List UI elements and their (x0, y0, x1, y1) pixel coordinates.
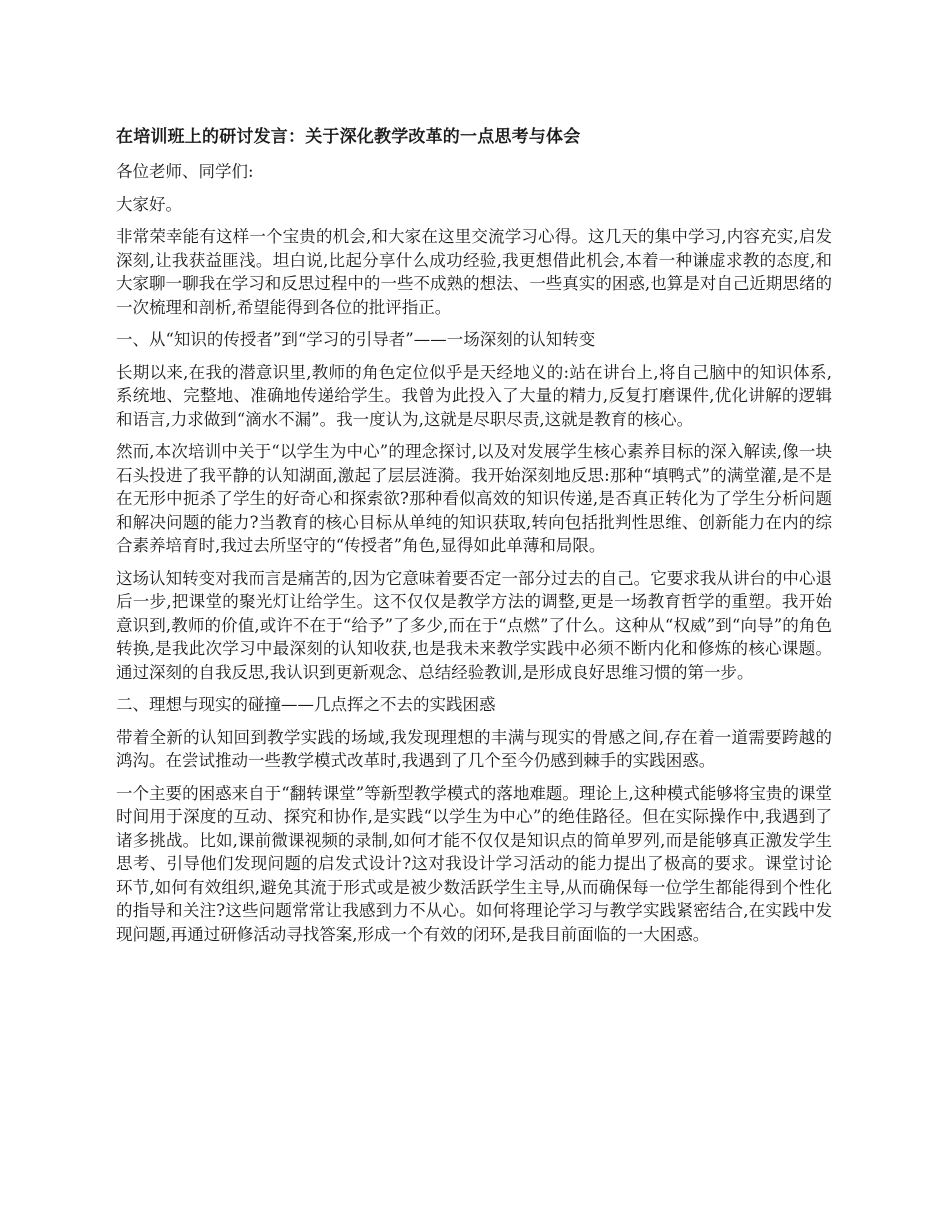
section-1-heading: 一、从“知识的传授者”到“学习的引导者”——一场深刻的认知转变 (116, 330, 596, 349)
section-1-paragraph-2: 然而,本次培训中关于“以学生为中心”的理念探讨,以及对发展学生核心素养目标的深入解读,像一块石头投进了我平静的认知湖面,激起了层层涟漪。我开始深刻地反思:那种“填鸭式”的满堂灌,是不是在无形中扼杀了学生的好奇心和探索欲?那种看似高效的知识传递,是否真正转化为了学生分析问题和解决问题的能力?当教育的核心目标从单纯的知识获取,转向包括批判性思维、创新能力在内的综合素养培育时,我过去所坚守的“传授者”角色,显得如此单薄和局限。 (116, 442, 832, 555)
section-2-paragraph-2: 一个主要的困惑来自于“翻转课堂”等新型教学模式的落地难题。理论上,这种模式能够将宝贵的课堂时间用于深度的互动、探究和协作,是实践“以学生为中心”的绝佳路径。但在实际操作中,我遇到了诸多挑战。比如,课前微课视频的录制,如何才能不仅仅是知识点的简单罗列,而是能够真正激发学生思考、引导他们发现问题的启发式设计?这对我设计学习活动的能力提出了极高的要求。课堂讨论环节,如何有效组织,避免其流于形式或是被少数活跃学生主导,从而确保每一位学生都能得到个性化的指导和关注?这些问题常常让我感到力不从心。如何将理论学习与教学实践紧密结合,在实践中发现问题,再通过研修活动寻找答案,形成一个有效的闭环,是我目前面临的一大困惑。 (116, 783, 832, 944)
section-2-heading: 二、理想与现实的碰撞——几点挥之不去的实践困惑 (116, 695, 496, 714)
document-page (116, 124, 832, 955)
section-1-paragraph-1: 长期以来,在我的潜意识里,教师的角色定位似乎是天经地义的:站在讲台上,将自己脑中的知识体系,系统地、完整地、准确地传递给学生。我曾为此投入了大量的精力,反复打磨课件,优化讲解的逻辑和语言,力求做到“滴水不漏”。我一度认为,这就是尽职尽责,这就是教育的核心。 (116, 362, 832, 429)
document-title: 在培训班上的研讨发言：关于深化教学改革的一点思考与体会 (116, 127, 581, 147)
intro-paragraph: 非常荣幸能有这样一个宝贵的机会,和大家在这里交流学习心得。这几天的集中学习,内容充实,启发深刻,让我获益匪浅。坦白说,比起分享什么成功经验,我更想借此机会,本着一种谦虚求教的态度,和大家聊一聊我在学习和反思过程中的一些不成熟的想法、一些真实的困惑,也算是对自己近期思绪的一次梳理和剖析,希望能得到各位的批评指正。 (116, 227, 832, 317)
greeting: 大家好。 (116, 194, 182, 214)
section-1-paragraph-3: 这场认知转变对我而言是痛苦的,因为它意味着要否定一部分过去的自己。它要求我从讲台的中心退后一步,把课堂的聚光灯让给学生。这不仅仅是教学方法的调整,更是一场教育哲学的重塑。我开始意识到,教师的价值,或许不在于“给予”了多少,而在于“点燃”了什么。这种从“权威”到“向导”的角色转换,是我此次学习中最深刻的认知收获,也是我未来教学实践中必须不断内化和修炼的核心课题。通过深刻的自我反思,我认识到更新观念、总结经验教训,是形成良好思维习惯的第一步。 (116, 568, 832, 682)
section-2-paragraph-1: 带着全新的认知回到教学实践的场域,我发现理想的丰满与现实的骨感之间,存在着一道需要跨越的鸿沟。在尝试推动一些教学模式改革时,我遇到了几个至今仍感到棘手的实践困惑。 (116, 727, 832, 770)
salutation: 各位老师、同学们: (116, 162, 254, 181)
